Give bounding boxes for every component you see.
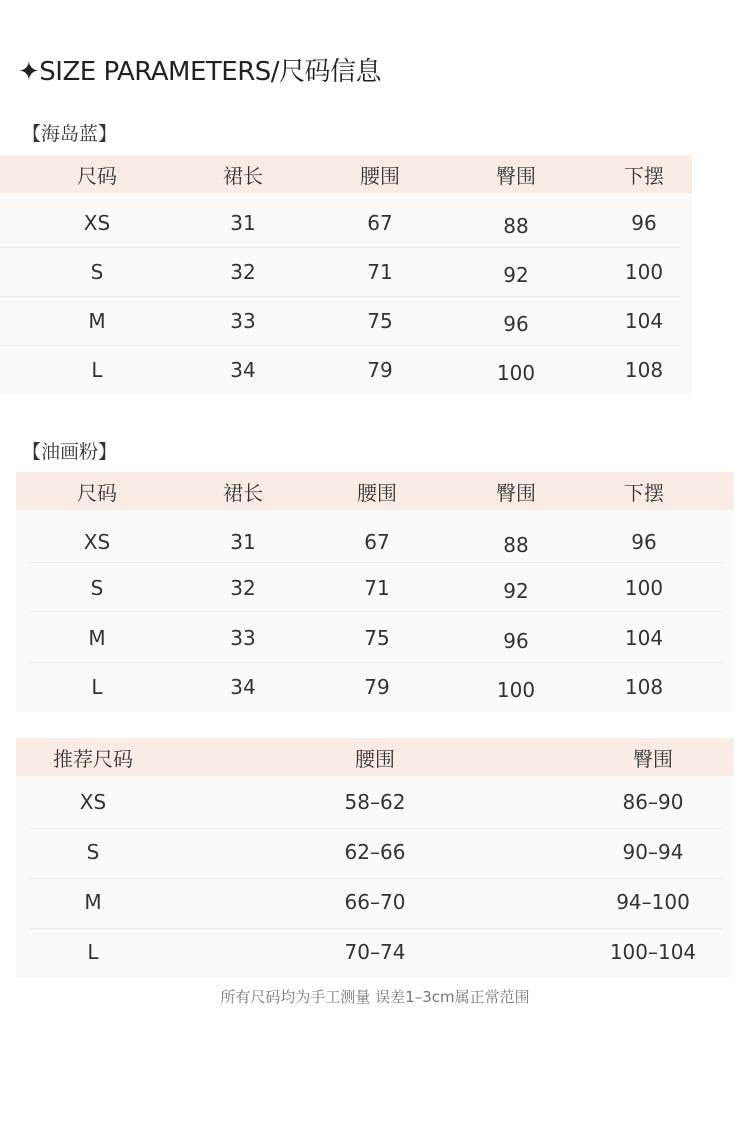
- header-cell: 臀围: [496, 480, 536, 505]
- table-cell: 96: [631, 211, 657, 235]
- header-cell: 裙长: [223, 163, 263, 188]
- section-label-haidao-blue: 【海岛蓝】: [22, 123, 118, 145]
- table-cell: 34: [230, 358, 256, 382]
- page-title: ✦SIZE PARAMETERS/尺码信息: [18, 57, 382, 87]
- section-label-oil-pink: 【油画粉】: [22, 441, 118, 463]
- table-cell: 62–66: [344, 840, 406, 864]
- table-row: [16, 928, 734, 976]
- table-cell: S: [90, 576, 104, 600]
- header-cell: 下摆: [624, 480, 664, 505]
- table-cell: 75: [367, 309, 393, 333]
- table-cell: 67: [367, 211, 393, 235]
- table-row: [16, 614, 734, 662]
- table-cell: 90–94: [622, 840, 684, 864]
- table-cell: S: [86, 840, 100, 864]
- measurement-note: 所有尺码均为手工测量 误差1–3cm属正常范围: [220, 988, 530, 1006]
- table-cell: 71: [364, 576, 390, 600]
- table-cell: L: [91, 358, 103, 382]
- table-cell: 88: [503, 533, 529, 557]
- table-cell: 104: [624, 309, 664, 333]
- table-header: [0, 155, 692, 193]
- header-cell: 尺码: [77, 480, 117, 505]
- header-cell: 下摆: [624, 163, 664, 188]
- table-row: [0, 248, 692, 296]
- size-table-haidao-blue: [0, 155, 692, 395]
- table-cell: 92: [503, 263, 529, 287]
- table-row: [0, 199, 692, 247]
- size-table-oil-pink: [16, 472, 734, 712]
- table-cell: 96: [503, 629, 529, 653]
- table-cell: XS: [79, 790, 107, 814]
- table-cell: XS: [83, 211, 111, 235]
- table-cell: 96: [631, 530, 657, 554]
- table-cell: L: [87, 940, 99, 964]
- table-cell: 100: [496, 361, 536, 385]
- table-cell: XS: [83, 530, 111, 554]
- table-cell: 108: [624, 358, 664, 382]
- table-header: [16, 738, 734, 776]
- table-cell: 31: [230, 211, 256, 235]
- table-cell: 79: [364, 675, 390, 699]
- header-cell: 腰围: [355, 746, 395, 771]
- table-row: [16, 564, 734, 612]
- table-cell: 71: [367, 260, 393, 284]
- table-row: [16, 778, 734, 826]
- table-cell: 92: [503, 579, 529, 603]
- table-cell: 104: [624, 626, 664, 650]
- table-row: [16, 878, 734, 926]
- header-cell: 尺码: [77, 163, 117, 188]
- table-cell: 70–74: [344, 940, 406, 964]
- table-cell: 100: [624, 260, 664, 284]
- header-cell: 臀围: [496, 163, 536, 188]
- table-cell: 96: [503, 312, 529, 336]
- header-cell: 臀围: [633, 746, 673, 771]
- table-cell: 34: [230, 675, 256, 699]
- row-divider: [30, 562, 722, 563]
- table-row: [16, 828, 734, 876]
- table-cell: S: [90, 260, 104, 284]
- table-cell: 100–104: [609, 940, 697, 964]
- table-cell: 32: [230, 260, 256, 284]
- table-cell: M: [88, 626, 106, 650]
- table-row: [16, 663, 734, 711]
- table-row: [0, 297, 692, 345]
- table-cell: 33: [230, 309, 256, 333]
- table-cell: 33: [230, 626, 256, 650]
- table-cell: 31: [230, 530, 256, 554]
- size-table-recommended: [16, 738, 734, 978]
- header-cell: 裙长: [223, 480, 263, 505]
- table-cell: 58–62: [344, 790, 406, 814]
- table-cell: 66–70: [344, 890, 406, 914]
- table-cell: L: [91, 675, 103, 699]
- table-cell: 94–100: [616, 890, 690, 914]
- table-cell: 79: [367, 358, 393, 382]
- header-cell: 腰围: [360, 163, 400, 188]
- table-header: [16, 472, 734, 510]
- table-row: [16, 518, 734, 566]
- table-cell: M: [88, 309, 106, 333]
- table-cell: 67: [364, 530, 390, 554]
- table-cell: 75: [364, 626, 390, 650]
- table-cell: 32: [230, 576, 256, 600]
- table-cell: M: [84, 890, 102, 914]
- header-cell: 推荐尺码: [53, 746, 133, 771]
- table-cell: 108: [624, 675, 664, 699]
- row-divider: [30, 611, 722, 612]
- table-cell: 86–90: [622, 790, 684, 814]
- table-row: [0, 346, 692, 394]
- table-cell: 100: [624, 576, 664, 600]
- table-cell: 100: [496, 678, 536, 702]
- header-cell: 腰围: [357, 480, 397, 505]
- table-cell: 88: [503, 214, 529, 238]
